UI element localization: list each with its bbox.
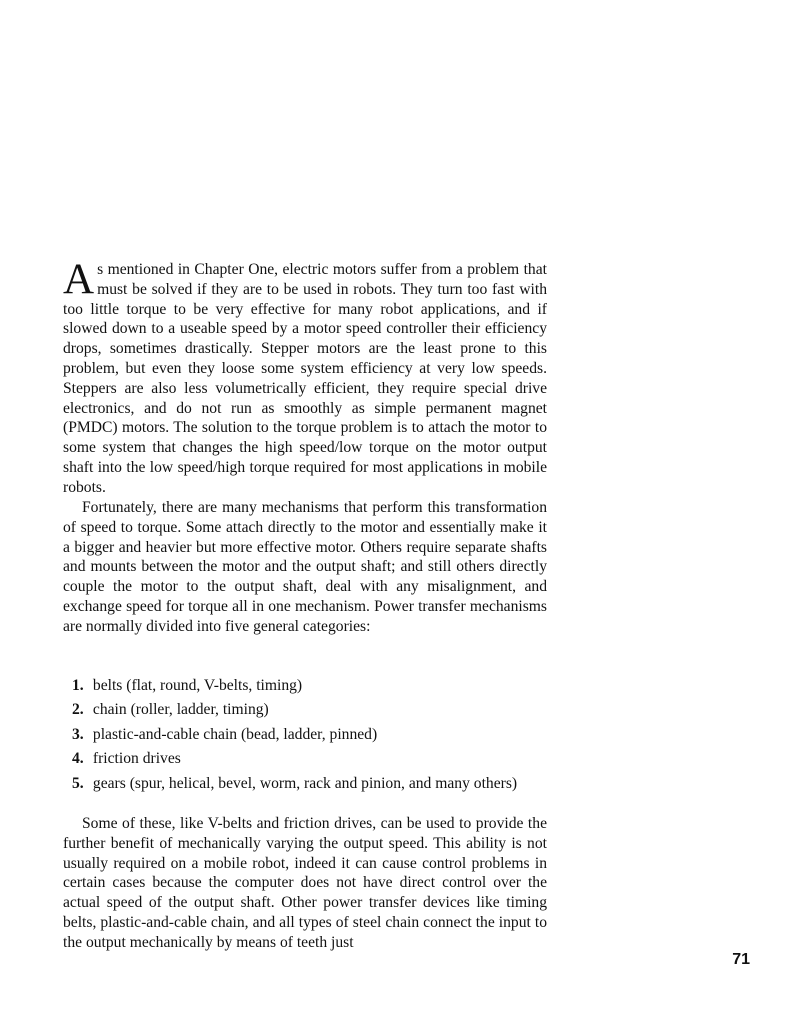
list-item-text: belts (flat, round, V-belts, timing) [92, 677, 303, 694]
list-item [72, 698, 517, 722]
body-paragraph-3: Some of these, like V-belts and friction drives, can be used to provide the further benefit of mechanically varying the output speed. This ability is not usually required on a mobile robot, indeed it can cause control problems in certain cases because the computer does not have direct control over the actual speed of the output shaft. Other power transfer devices like timing belts, plastic-and-cable chain, and all types of steel chain connect the input to the output mechanically by means of teeth just [63, 815, 547, 951]
opening-paragraph [63, 256, 547, 498]
list-item-number: 1. [72, 677, 84, 694]
drop-cap: A [63, 256, 95, 303]
list-item [72, 747, 517, 771]
list-item-number: 3. [72, 725, 84, 743]
list-item-text: gears (spur, helical, bevel, worm, rack and pinion, and many others) [92, 774, 518, 792]
list-item [72, 674, 517, 698]
list-item-text: chain (roller, ladder, timing) [92, 701, 269, 719]
list-item-number: 5. [72, 774, 84, 792]
page-number: 71 [732, 951, 750, 968]
list-item-number: 4. [72, 750, 84, 768]
body-paragraph-2: Fortunately, there are many mechanisms that perform this transformation of speed to torque. Some attach directly to the motor and essentially make it a bigger and heavier but more effective motor. Others require separate shafts and mounts between the motor and the output shaft; and still others directly couple the motor to the output shaft, deal with any misalignment, and exchange speed for torque all in one mechanism. Power transfer mechanisms are normally divided into five general categories: [63, 499, 547, 635]
list-item-number: 2. [72, 701, 84, 719]
list-item [72, 772, 517, 796]
power-transfer-category-list [72, 674, 517, 796]
list-item [72, 723, 517, 747]
list-item-text: friction drives [92, 750, 181, 768]
list-item-text: plastic-and-cable chain (bead, ladder, pinned) [92, 725, 378, 743]
opening-paragraph-text: s mentioned in Chapter One, electric motors suffer from a problem that must be solved if they are to be used in robots. They turn too fast with too little torque to be very effective for many robot applications, and if slowed down to a useable speed by a motor speed controller their efficiency drops, sometimes drastically. Stepper motors are the least prone to this problem, but even they loose some system efficiency at very low speeds. Steppers are also less volumetrically efficient, they require special drive electronics, and do not run as smoothly as simple permanent magnet (PMDC) motors. The solution to the torque problem is to attach the motor to some system that changes the high speed/low torque on the motor output shaft into the low speed/high torque required for most applications in mobile robots. [63, 261, 547, 496]
